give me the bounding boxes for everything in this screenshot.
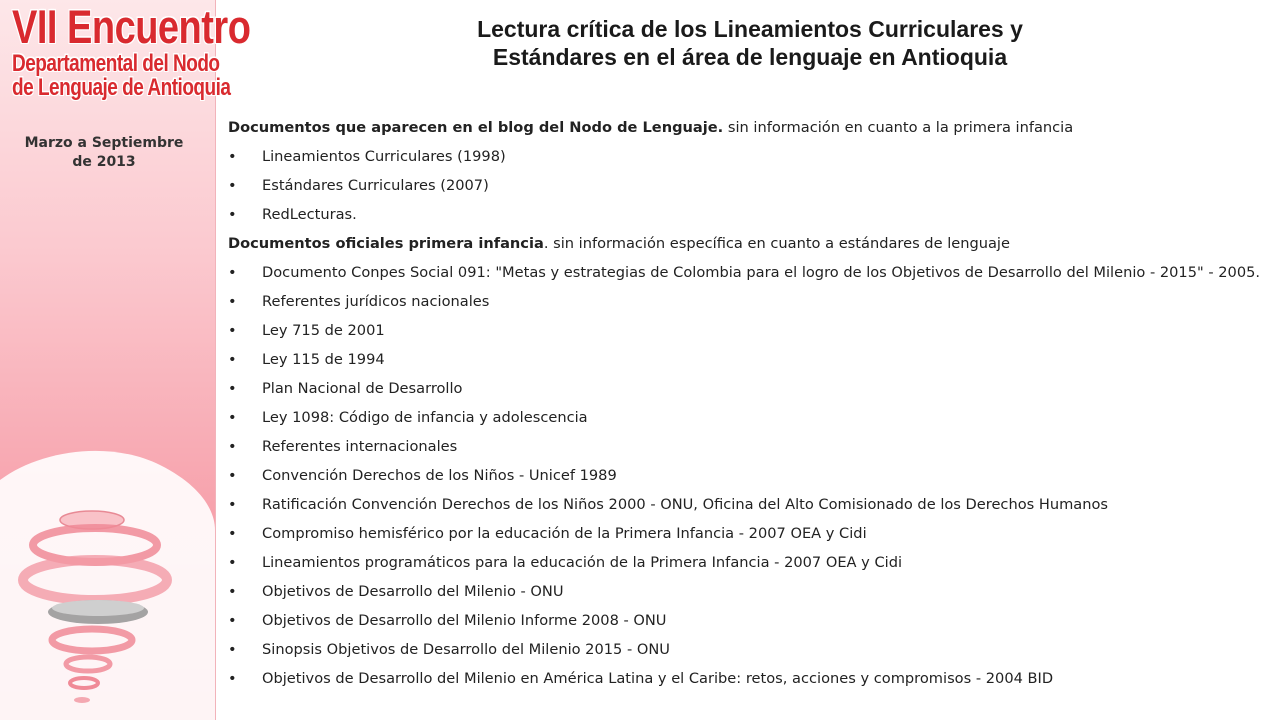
list-item-text: Documento Conpes Social 091: "Metas y estrategias de Colombia para el logro de los Objetivos de Desarrollo del Milenio - 2015" - 2005. <box>262 264 1261 281</box>
section-1-list <box>228 147 1268 224</box>
list-item <box>228 495 1268 514</box>
list-item-text: Ley 715 de 2001 <box>262 322 385 339</box>
title-line-2: Estándares en el área de lenguaje en Antioquia <box>492 44 1008 70</box>
list-item <box>228 205 1268 224</box>
section-1-heading <box>228 118 1268 137</box>
bullet-icon: • <box>228 554 237 571</box>
bullet-icon: • <box>228 641 237 658</box>
list-item-text: Objetivos de Desarrollo del Milenio en América Latina y el Caribe: retos, acciones y compromisos - 2004 BID <box>262 670 1054 687</box>
sidebar <box>0 0 251 720</box>
list-item <box>228 611 1268 630</box>
list-item-text: Referentes jurídicos nacionales <box>262 293 490 310</box>
date-line-1: Marzo a Septiembre <box>24 135 184 151</box>
logo-line-1: VII Encuentro <box>12 1 251 54</box>
bullet-icon: • <box>228 380 237 397</box>
bullet-icon: • <box>228 293 237 310</box>
bullet-icon: • <box>228 525 237 542</box>
list-item-text: Ley 1098: Código de infancia y adolescencia <box>262 409 588 426</box>
logo-line-3: de Lenguaje de Antioquia <box>12 74 231 101</box>
list-item <box>228 379 1268 398</box>
list-item-text: Objetivos de Desarrollo del Milenio - ONU <box>262 583 564 600</box>
section-2-heading-rest: . sin información específica en cuanto a estándares de lenguaje <box>543 235 1010 252</box>
event-logo <box>12 1 251 101</box>
bullet-icon: • <box>228 612 237 629</box>
list-item-text: Lineamientos programáticos para la educación de la Primera Infancia - 2007 OEA y Cidi <box>262 554 903 571</box>
bullet-icon: • <box>228 670 237 687</box>
list-item <box>228 524 1268 543</box>
bullet-icon: • <box>228 351 237 368</box>
list-item <box>228 437 1268 456</box>
bullet-icon: • <box>228 206 237 223</box>
list-item <box>228 640 1268 659</box>
slide-content <box>228 118 1268 698</box>
list-item-text: Compromiso hemisférico por la educación de la Primera Infancia - 2007 OEA y Cidi <box>262 525 867 542</box>
list-item <box>228 553 1268 572</box>
list-item <box>228 263 1268 282</box>
list-item <box>228 147 1268 166</box>
list-item-text: Plan Nacional de Desarrollo <box>262 380 463 397</box>
bullet-icon: • <box>228 148 237 165</box>
list-item <box>228 292 1268 311</box>
list-item <box>228 669 1268 688</box>
bullet-icon: • <box>228 438 237 455</box>
section-2-heading <box>228 234 1268 253</box>
section-1-heading-bold: Documentos que aparecen en el blog del Nodo de Lenguaje. <box>228 119 724 136</box>
bullet-icon: • <box>228 264 237 281</box>
list-item-text: Estándares Curriculares (2007) <box>262 177 489 194</box>
spiral-funnel-decoration <box>0 500 215 720</box>
list-item <box>228 350 1268 369</box>
bullet-icon: • <box>228 322 237 339</box>
list-item <box>228 176 1268 195</box>
list-item-text: Ratificación Convención Derechos de los Niños 2000 - ONU, Oficina del Alto Comisionado de los Derechos Humanos <box>262 496 1109 513</box>
list-item <box>228 466 1268 485</box>
list-item-text: RedLecturas. <box>262 206 357 223</box>
bullet-icon: • <box>228 177 237 194</box>
list-item-text: Lineamientos Curriculares (1998) <box>262 148 506 165</box>
section-2-list <box>228 263 1268 688</box>
bullet-icon: • <box>228 583 237 600</box>
section-2-heading-bold: Documentos oficiales primera infancia <box>228 235 544 252</box>
bullet-icon: • <box>228 467 237 484</box>
list-item-text: Referentes internacionales <box>262 438 458 455</box>
title-line-1: Lectura crítica de los Lineamientos Curriculares y <box>477 16 1023 42</box>
list-item <box>228 408 1268 427</box>
logo-line-2: Departamental del Nodo <box>12 50 220 77</box>
slide-title <box>230 15 1270 71</box>
list-item-text: Ley 115 de 1994 <box>262 351 385 368</box>
bullet-icon: • <box>228 409 237 426</box>
list-item-text: Sinopsis Objetivos de Desarrollo del Milenio 2015 - ONU <box>262 641 670 658</box>
event-date <box>0 134 208 172</box>
list-item-text: Convención Derechos de los Niños - Unicef 1989 <box>262 467 617 484</box>
date-line-2: de 2013 <box>72 154 136 170</box>
bullet-icon: • <box>228 496 237 513</box>
list-item-text: Objetivos de Desarrollo del Milenio Informe 2008 - ONU <box>262 612 667 629</box>
list-item <box>228 321 1268 340</box>
list-item <box>228 582 1268 601</box>
section-1-heading-rest: sin información en cuanto a la primera infancia <box>723 119 1074 136</box>
